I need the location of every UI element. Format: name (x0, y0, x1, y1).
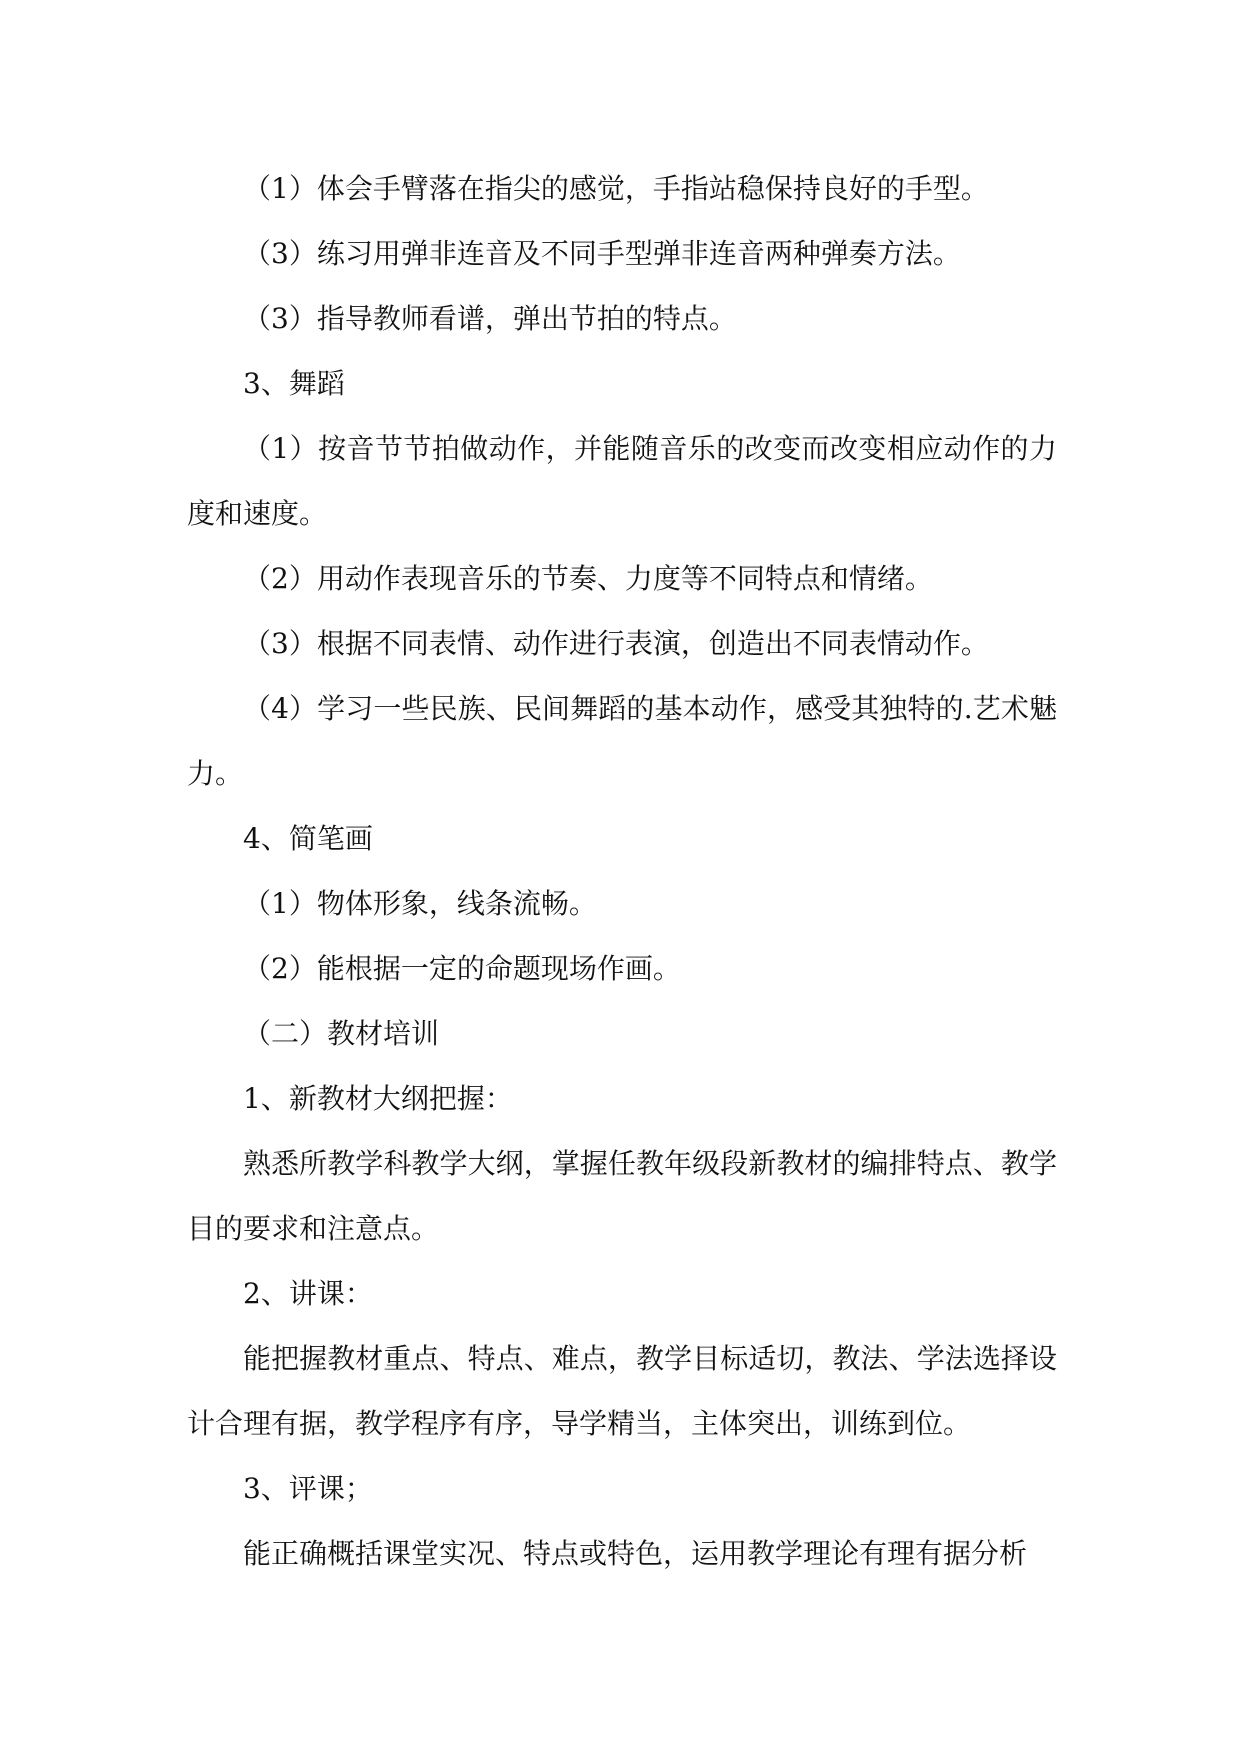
section-heading: 2、讲课： (243, 1277, 373, 1310)
paragraph: （2）用动作表现音乐的节奏、力度等不同特点和情绪。 (243, 562, 933, 595)
paragraph: 能正确概括课堂实况、特点或特色，运用教学理论有理有据分析 (243, 1537, 1028, 1570)
paragraph: （4）学习一些民族、民间舞蹈的基本动作，感受其独特的.艺术魅力。 (187, 692, 1057, 790)
paragraph: （1）体会手臂落在指尖的感觉，手指站稳保持良好的手型。 (243, 172, 989, 205)
paragraph: （3）根据不同表情、动作进行表演，创造出不同表情动作。 (243, 627, 989, 660)
paragraph: 能把握教材重点、特点、难点，教学目标适切，教法、学法选择设计合理有据，教学程序有序，导学精当，主体突出，训练到位。 (187, 1342, 1057, 1440)
paragraph: 熟悉所教学科教学大纲，掌握任教年级段新教材的编排特点、教学目的要求和注意点。 (187, 1147, 1057, 1245)
section-heading: 4、简笔画 (243, 822, 373, 855)
section-heading: 3、舞蹈 (243, 367, 345, 400)
paragraph: （1）物体形象，线条流畅。 (243, 887, 597, 920)
section-heading: 3、评课； (243, 1472, 373, 1505)
section-heading: （二）教材培训 (243, 1017, 440, 1050)
paragraph: （2）能根据一定的命题现场作画。 (243, 952, 681, 985)
paragraph: （3）指导教师看谱，弹出节拍的特点。 (243, 302, 737, 335)
section-heading: 1、新教材大纲把握： (243, 1082, 513, 1115)
document-body (187, 156, 1057, 1586)
paragraph: （3）练习用弹非连音及不同手型弹非连音两种弹奏方法。 (243, 237, 961, 270)
paragraph: （1）按音节节拍做动作，并能随音乐的改变而改变相应动作的力度和速度。 (187, 432, 1057, 530)
